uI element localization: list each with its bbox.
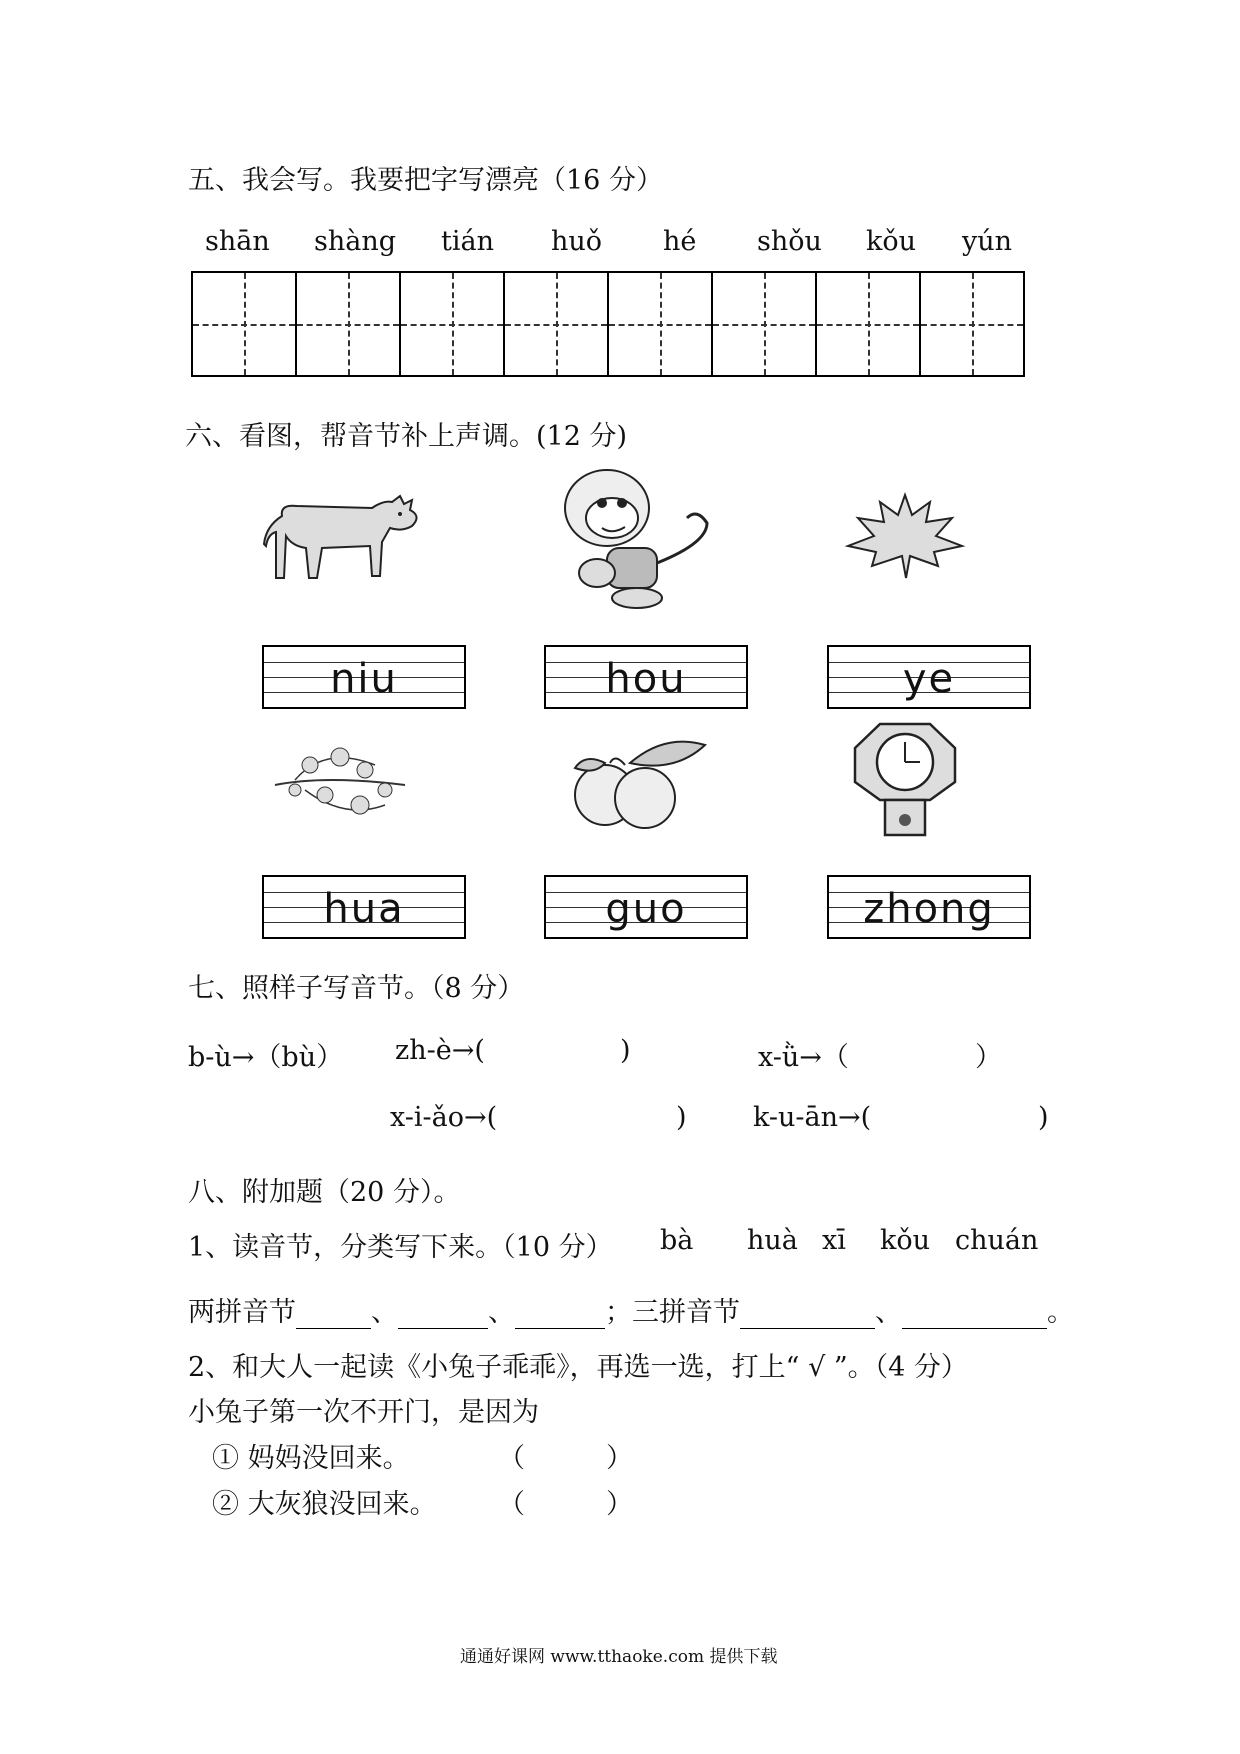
grid-cell[interactable]: [399, 271, 505, 377]
pinyin-box-text: zhong: [863, 886, 995, 932]
pinyin-6: shǒu: [757, 226, 822, 257]
separator: ；: [605, 1297, 632, 1328]
q1-text: 1、读音节，分类写下来。（10 分）: [188, 1232, 613, 1263]
exercise-zhe: zh-è→(: [395, 1035, 485, 1066]
grid-cell[interactable]: [191, 271, 297, 377]
exercise-xu-close: ）: [975, 1042, 1002, 1073]
syllable-3: xī: [822, 1225, 846, 1256]
section6-title: 六、看图，帮音节补上声调。(12 分): [185, 421, 628, 452]
clock-icon: [840, 720, 970, 840]
exercise-xiao-close: ): [676, 1102, 687, 1133]
exercise-kuan: k-u-ān→(: [753, 1102, 872, 1133]
option-2-label: ② 大灰狼没回来。: [212, 1489, 437, 1520]
pinyin-box-text: niu: [330, 656, 398, 702]
exercise-xiao: x-i-ǎo→(: [390, 1102, 498, 1133]
grid-cell[interactable]: [295, 271, 401, 377]
pinyin-box-hua[interactable]: [262, 875, 466, 939]
option-1-label: ① 妈妈没回来。: [212, 1443, 410, 1474]
separator: 、: [875, 1297, 902, 1328]
option-1-checkbox[interactable]: （ ）: [498, 1443, 633, 1474]
pinyin-5: hé: [663, 226, 697, 257]
pinyin-box-text: ye: [902, 656, 956, 702]
three-syllable-label: 三拼音节: [632, 1297, 740, 1328]
section7-title: 七、照样子写音节。（8 分）: [188, 973, 525, 1004]
example-bu: b-ù→（bù）: [188, 1042, 344, 1073]
answer-blank[interactable]: [740, 1304, 875, 1329]
pinyin-2: shàng: [314, 226, 397, 257]
separator: 。: [1047, 1297, 1074, 1328]
answer-blank[interactable]: [296, 1304, 371, 1329]
syllable-4: kǒu: [880, 1225, 931, 1256]
pinyin-8: yún: [962, 226, 1013, 257]
cow-icon: [262, 486, 432, 586]
grid-cell[interactable]: [711, 271, 817, 377]
footer-credit: 通通好课网 www.tthaoke.com 提供下载: [460, 1647, 778, 1667]
section8-title: 八、附加题（20 分）。: [188, 1177, 461, 1208]
section5-title: 五、我会写。我要把字写漂亮（16 分）: [188, 165, 663, 196]
writing-grid: [191, 271, 1023, 377]
q1-answer-line: [188, 1290, 1074, 1329]
grid-cell[interactable]: [503, 271, 609, 377]
grid-cell[interactable]: [607, 271, 713, 377]
separator: 、: [488, 1297, 515, 1328]
q2-subtext: 小兔子第一次不开门，是因为: [188, 1397, 539, 1428]
separator: 、: [371, 1297, 398, 1328]
exercise-zhe-close: ): [620, 1035, 631, 1066]
answer-blank[interactable]: [398, 1304, 488, 1329]
pinyin-1: shān: [205, 226, 270, 257]
exercise-kuan-close: ): [1038, 1102, 1049, 1133]
option-2-checkbox[interactable]: （ ）: [498, 1489, 633, 1520]
pinyin-7: kǒu: [866, 226, 917, 257]
two-syllable-label: 两拼音节: [188, 1297, 296, 1328]
pinyin-3: tián: [441, 226, 494, 257]
answer-blank[interactable]: [902, 1304, 1047, 1329]
pinyin-box-hou[interactable]: [544, 645, 748, 709]
q2-text: 2、和大人一起读《小兔子乖乖》，再选一选，打上“ √ ”。（4 分）: [188, 1352, 968, 1383]
syllable-1: bà: [660, 1225, 694, 1256]
grid-cell[interactable]: [815, 271, 921, 377]
pinyin-box-zhong[interactable]: [827, 875, 1031, 939]
syllable-2: huà: [747, 1225, 798, 1256]
monkey-icon: [547, 463, 727, 613]
grid-cell[interactable]: [919, 271, 1025, 377]
pinyin-box-text: hua: [323, 886, 405, 932]
flower-icon: [265, 735, 415, 830]
syllable-5: chuán: [955, 1225, 1039, 1256]
pinyin-box-ye[interactable]: [827, 645, 1031, 709]
pinyin-box-guo[interactable]: [544, 875, 748, 939]
answer-blank[interactable]: [515, 1304, 605, 1329]
pinyin-box-text: guo: [605, 886, 687, 932]
leaf-icon: [840, 490, 970, 580]
pinyin-box-niu[interactable]: [262, 645, 466, 709]
pinyin-box-text: hou: [605, 656, 687, 702]
exercise-xu: x-ǜ→（: [758, 1042, 849, 1073]
fruit-icon: [555, 733, 715, 833]
pinyin-4: huǒ: [551, 226, 603, 257]
